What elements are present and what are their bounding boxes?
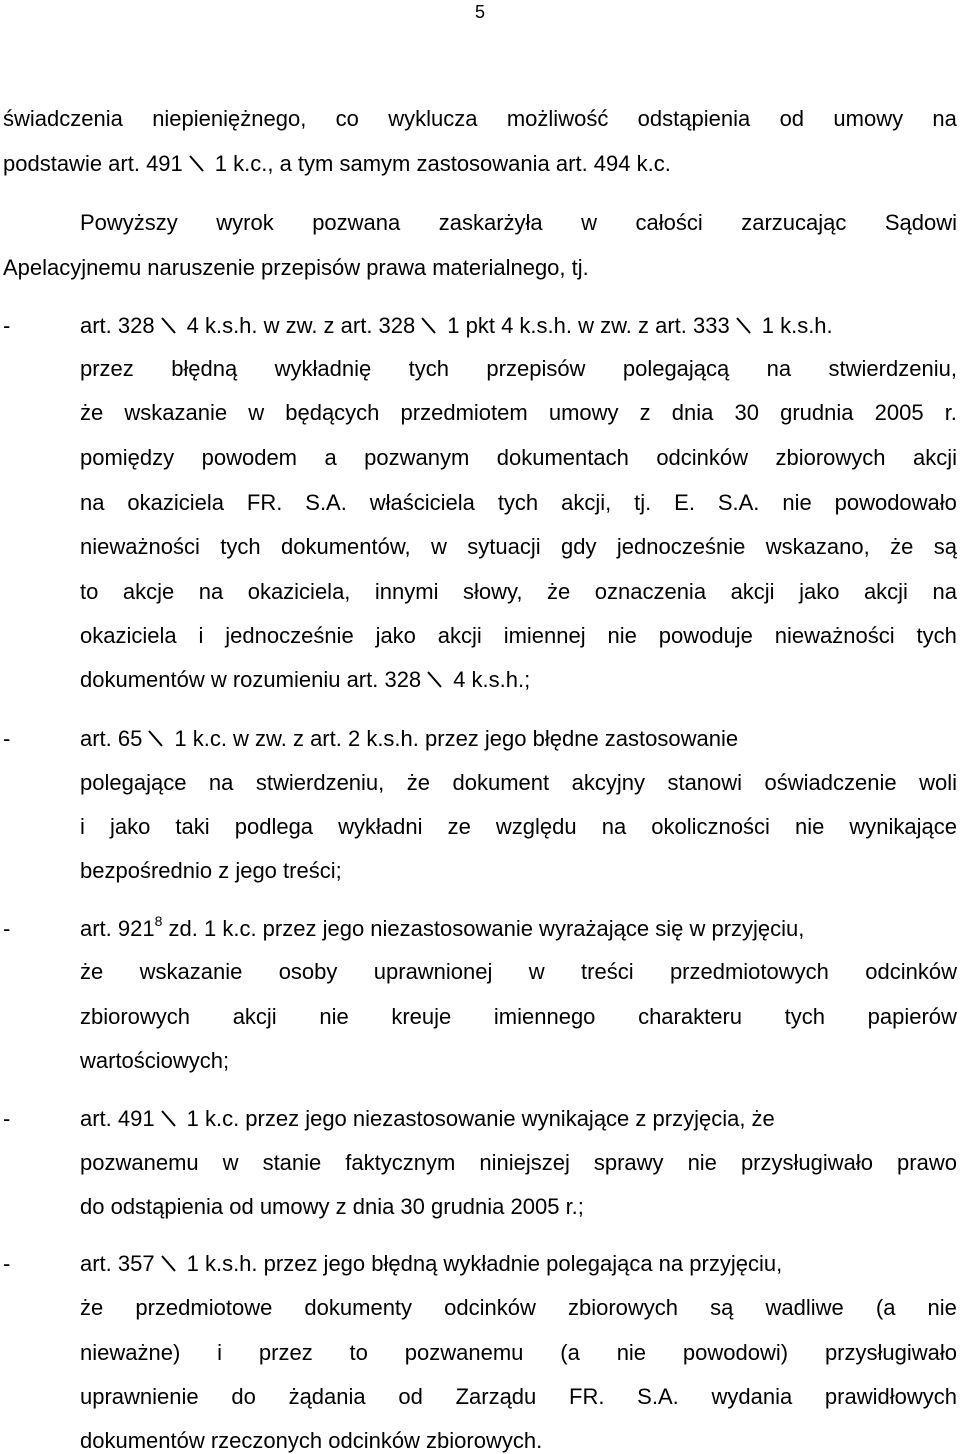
body-text-line: że przedmiotowe dokumenty odcinków zbiorowych są wadliwe (a nie — [80, 1295, 957, 1320]
body-text-line: do odstąpienia od umowy z dnia 30 grudnia 2005 r.; — [80, 1194, 584, 1219]
list-dash: - — [3, 916, 11, 941]
list-dash: - — [3, 1106, 11, 1131]
body-text-line: przez błędną wykładnię tych przepisów polegającą na stwierdzeniu, — [80, 356, 957, 381]
body-text-line: pomiędzy powodem a pozwanym dokumentach odcinków zbiorowych akcji — [80, 445, 957, 470]
body-text-line: świadczenia niepieniężnego, co wyklucza możliwość odstąpienia od umowy na — [3, 106, 957, 131]
body-text-line: i jako taki podlega wykładni ze względu na okoliczności nie wynikające — [80, 814, 957, 839]
section-sign-icon — [161, 1253, 179, 1275]
body-text-line: okaziciela i jednocześnie jako akcji imiennej nie powoduje nieważności tych — [80, 623, 957, 648]
body-text-line: uprawnienie do żądania od Zarządu FR. S.A. wydania prawidłowych — [80, 1384, 957, 1409]
body-text-line: że wskazanie osoby uprawnionej w treści przedmiotowych odcinków — [80, 959, 957, 984]
section-sign-icon — [161, 315, 179, 337]
section-sign-icon — [427, 669, 445, 691]
body-text-line: Powyższy wyrok pozwana zaskarżyła w całości zarzucając Sądowi — [80, 210, 957, 235]
section-sign-icon — [161, 1108, 179, 1130]
body-text-line: dokumentów rzeczonych odcinków zbiorowych. — [80, 1428, 543, 1453]
list-item-heading: art. 357 1 k.s.h. przez jego błędną wykładnie polegająca na przyjęciu, — [80, 1251, 783, 1276]
body-text-line: Apelacyjnemu naruszenie przepisów prawa materialnego, tj. — [3, 255, 589, 280]
body-text-line: polegające na stwierdzeniu, że dokument akcyjny stanowi oświadczenie woli — [80, 770, 957, 795]
section-sign-icon — [189, 153, 207, 175]
body-text-line: że wskazanie w będących przedmiotem umowy z dnia 30 grudnia 2005 r. — [80, 400, 957, 425]
body-text-line: na okaziciela FR. S.A. właściciela tych akcji, tj. E. S.A. nie powodowało — [80, 490, 957, 515]
body-text-line: podstawie art. 491 1 k.c., a tym samym zastosowania art. 494 k.c. — [3, 151, 671, 176]
body-text-line: dokumentów w rozumieniu art. 328 4 k.s.h.; — [80, 667, 531, 692]
list-dash: - — [3, 313, 11, 338]
body-text-line: pozwanemu w stanie faktycznym niniejszej sprawy nie przysługiwało prawo — [80, 1150, 957, 1175]
superscript: 8 — [154, 913, 163, 929]
list-item-heading: art. 65 1 k.c. w zw. z art. 2 k.s.h. przez jego błędne zastosowanie — [80, 726, 739, 751]
body-text-line: to akcje na okaziciela, innymi słowy, że oznaczenia akcji jako akcji na — [80, 579, 957, 604]
body-text-line: zbiorowych akcji nie kreuje imiennego charakteru tych papierów — [80, 1004, 957, 1029]
list-item-heading: art. 491 1 k.c. przez jego niezastosowanie wynikające z przyjęcia, że — [80, 1106, 775, 1131]
list-dash: - — [3, 1251, 11, 1276]
body-text-line: wartościowych; — [80, 1048, 230, 1073]
body-text-line: nieważne) i przez to pozwanemu (a nie powodowi) przysługiwało — [80, 1340, 957, 1365]
body-text-line: bezpośrednio z jego treści; — [80, 858, 342, 883]
section-sign-icon — [736, 315, 754, 337]
section-sign-icon — [148, 728, 166, 750]
section-sign-icon — [421, 315, 439, 337]
list-item-heading: art. 328 4 k.s.h. w zw. z art. 328 1 pkt 4 k.s.h. w zw. z art. 333 1 k.s.h. — [80, 313, 833, 338]
body-text-line: nieważności tych dokumentów, w sytuacji gdy jednocześnie wskazano, że są — [80, 534, 957, 559]
page-number: 5 — [475, 2, 486, 22]
list-item-heading: art. $921^8$ zd. 1 k.c. przez jego niezastosowanie wyrażające się w przyjęciu, — [80, 913, 805, 941]
list-dash: - — [3, 726, 11, 751]
